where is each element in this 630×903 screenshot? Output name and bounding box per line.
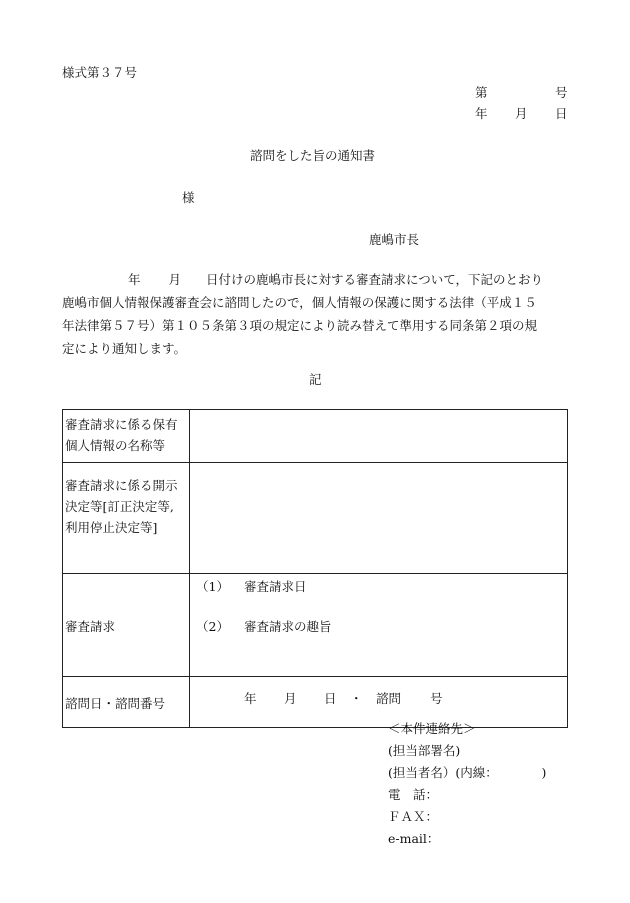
form-number: 様式第３７号 [62,65,138,80]
ki-heading: 記 [309,372,322,387]
label-request: 審査請求 [63,574,190,677]
contact-dept: (担当部署名) [388,743,461,758]
header-number-prefix: 第 [475,85,488,100]
addressee-suffix: 様 [182,190,195,205]
label-consultation: 諮問日・諮問番号 [63,677,190,728]
header-date-day: 日 [555,106,568,121]
request-item1-num: （1） [196,579,229,594]
header-date-year: 年 [475,106,488,121]
body-paragraph [62,268,572,360]
consult-separator: ・ [350,691,363,706]
body-line-1: 年 月 日付けの鹿嶋市長に対する審査請求について，下記のとおり [128,272,544,287]
table-row-request [63,574,568,677]
table-row-decision [63,463,568,574]
label-held-info: 審査請求に係る保有 個人情報の名称等 [63,410,190,463]
consult-number-suffix: 号 [430,691,443,706]
consult-label: 諮問 [376,691,402,706]
contact-block [388,718,546,850]
contact-tel: 電 話： [388,787,439,802]
body-line-2: 鹿嶋市個人情報保護審査会に諮問したので，個人情報の保護に関する法律（平成１５ [62,295,537,310]
contact-person: (担当者名）(内線： ) [388,765,547,780]
request-item2-text: 審査請求の趣旨 [244,619,332,634]
header-date-month: 月 [515,106,528,121]
consult-month: 月 [284,691,297,706]
document-title: 諮問をした旨の通知書 [250,148,376,163]
request-item2-num: （2） [196,619,229,634]
value-decision[interactable] [190,463,568,574]
value-request[interactable] [190,574,568,677]
label-decision: 審査請求に係る開示 決定等[訂正決定等, 利用停止決定等] [63,463,190,574]
contact-heading: ＜本件連絡先＞ [388,721,476,736]
request-info-table [62,409,568,728]
table-row-held-info [63,410,568,463]
consult-year: 年 [244,691,257,706]
body-line-4: 定により通知します。 [62,341,187,356]
consult-day: 日 [324,691,337,706]
body-line-3: 年法律第５７号）第１０５条第３項の規定により読み替えて準用する同条第２項の規 [62,318,538,333]
value-held-info[interactable] [190,410,568,463]
sender-name: 鹿嶋市長 [369,232,420,247]
contact-email: e-mail： [388,831,440,846]
request-item1-text: 審査請求日 [244,579,307,594]
header-number-suffix: 号 [555,85,568,100]
contact-fax: ＦＡＸ： [388,809,439,824]
